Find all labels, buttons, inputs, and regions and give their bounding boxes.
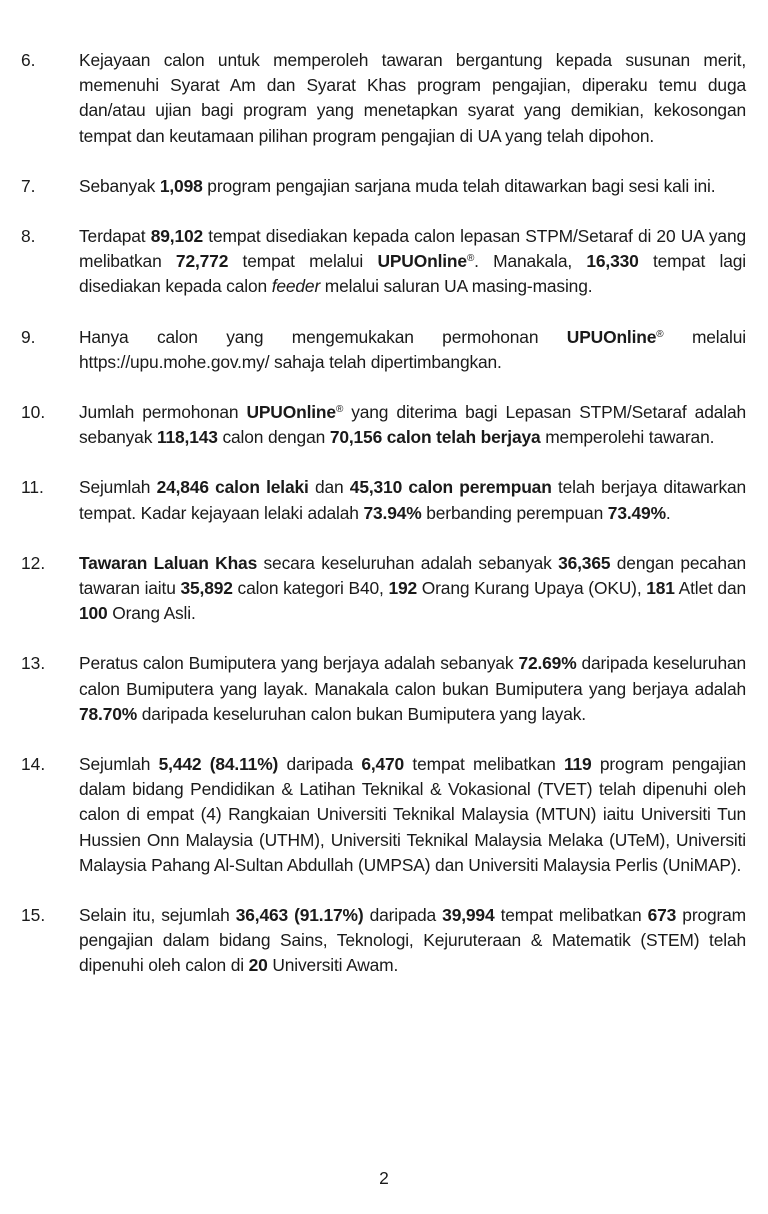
paragraph-number: 6. — [21, 50, 36, 70]
bold-text: UPUOnline — [246, 402, 336, 423]
text-run: Orang Asli. — [107, 603, 196, 624]
numbered-paragraph — [0, 651, 768, 727]
bold-text: 72,772 — [175, 251, 229, 272]
text-run: yang diterima bagi Lepasan STPM/Setaraf adalah sebanyak — [79, 402, 746, 448]
bold-text: 73.49% — [607, 502, 666, 523]
text-run: tempat lagi disediakan kepada calon — [79, 251, 746, 297]
bold-text: 192 — [388, 578, 418, 599]
text-run: Kejayaan calon untuk memperoleh tawaran bergantung kepada susunan merit, memenuhi Syarat Am dan Syarat Khas program pengajian, diperaku temu duga dan/atau ujian bagi program yang menetapkan syarat yang demikian, kekosongan tempat dan keutamaan pilihan program pengajian di UA yang telah dipohon. — [79, 50, 746, 146]
text-run: Jumlah permohonan — [79, 402, 247, 423]
paragraph-number: 12. — [21, 552, 46, 573]
bold-text: UPUOnline — [566, 326, 657, 347]
paragraph-text — [79, 475, 746, 525]
numbered-paragraph — [0, 224, 768, 300]
text-run: telah berjaya ditawarkan tempat. Kadar kejayaan lelaki adalah — [79, 477, 747, 523]
text-run: tempat disediakan kepada calon lepasan STPM/Setaraf di 20 UA yang melibatkan — [79, 226, 746, 272]
paragraph-text — [79, 651, 746, 727]
paragraph-number: 7. — [21, 175, 36, 196]
registered-mark: ® — [656, 328, 664, 340]
text-run: Peratus calon Bumiputera yang berjaya adalah sebanyak — [79, 653, 519, 674]
bold-text: 89,102 — [150, 226, 204, 247]
bold-text: 36,463 (91.17%) — [235, 905, 364, 926]
text-run: Hanya calon yang mengemukakan permohonan — [79, 326, 567, 347]
paragraph-text — [79, 752, 746, 878]
paragraph-number: 11. — [21, 477, 44, 498]
bold-text: UPUOnline — [377, 251, 467, 272]
text-run: secara keseluruhan adalah sebanyak — [257, 552, 559, 573]
text-run: Sejumlah — [79, 754, 159, 775]
text-run: tempat melibatkan — [494, 905, 648, 926]
bold-text: 36,365 — [558, 552, 611, 573]
text-run: program pengajian sarjana muda telah ditawarkan bagi sesi kali ini. — [202, 175, 716, 196]
text-run: calon kategori B40, — [232, 578, 389, 599]
text-run: dengan pecahan tawaran iaitu — [79, 552, 746, 599]
bold-text: 45,310 calon perempuan — [349, 477, 552, 498]
bold-text: 119 — [563, 754, 592, 775]
bold-text: 100 — [79, 603, 108, 624]
bold-text: 73.94% — [363, 502, 422, 523]
numbered-paragraph — [0, 48, 768, 149]
bold-text: 39,994 — [442, 905, 495, 926]
numbered-paragraph — [0, 325, 768, 375]
numbered-paragraph — [0, 400, 768, 450]
text-run: Universiti Awam. — [267, 955, 399, 976]
text-run: Terdapat — [79, 226, 151, 247]
document-page — [0, 48, 768, 1004]
paragraph-number: 8. — [21, 226, 36, 247]
text-run: Orang Kurang Upaya (OKU), — [417, 578, 647, 599]
text-run: . Manakala, — [474, 251, 587, 272]
text-run: daripada keseluruhan calon bukan Bumiputera yang layak. — [137, 703, 586, 724]
bold-text: 70,156 calon telah berjaya — [329, 427, 541, 448]
numbered-paragraph — [0, 475, 768, 525]
text-run: memperolehi tawaran. — [540, 427, 715, 448]
bold-text: 5,442 (84.11%) — [158, 754, 279, 775]
text-run: tempat melibatkan — [404, 754, 564, 775]
text-run: daripada keseluruhan calon Bumiputera yang layak. Manakala calon bukan Bumiputera yang berjaya adalah — [79, 653, 747, 699]
italic-text: feeder — [271, 276, 321, 297]
text-run: Sebanyak — [79, 175, 160, 196]
numbered-paragraph — [0, 551, 768, 627]
bold-text: Tawaran Laluan Khas — [79, 552, 258, 573]
text-run: Selain itu, sejumlah — [79, 905, 236, 926]
paragraph-text — [79, 48, 746, 149]
registered-mark: ® — [466, 253, 475, 265]
bold-text: 6,470 — [361, 754, 405, 775]
paragraph-number: 9. — [21, 326, 36, 347]
text-run: melalui https://upu.mohe.gov.my/ sahaja telah dipertimbangkan. — [79, 326, 746, 372]
bold-text: 181 — [646, 578, 675, 599]
numbered-paragraph-list — [0, 48, 768, 979]
text-run: berbanding perempuan — [421, 502, 608, 523]
paragraph-number: 10. — [21, 402, 46, 423]
paragraph-text — [79, 903, 746, 979]
paragraph-text — [79, 551, 746, 627]
numbered-paragraph — [0, 903, 768, 979]
registered-mark: ® — [335, 404, 344, 416]
paragraph-number: 15. — [21, 905, 46, 926]
text-run: calon dengan — [217, 427, 330, 448]
text-run: Sejumlah — [79, 477, 157, 498]
text-run: melalui saluran UA masing-masing. — [320, 276, 593, 297]
bold-text: 35,892 — [180, 578, 233, 599]
text-run: program pengajian dalam bidang Pendidikan & Latihan Teknikal & Vokasional (TVET) telah dipenuhi oleh calon di empat (4) Rangkaian Universiti Teknikal Malaysia (MTUN) iaitu Universiti Tun Hussien Onn Malaysia (UTHM), Universiti Teknikal Malaysia Melaka (UTeM), Universiti Malaysia Pahang Al-Sultan Abdullah (UMPSA) dan Universiti Malaysia Perlis (UniMAP). — [79, 754, 747, 875]
paragraph-text — [79, 400, 746, 450]
paragraph-number: 13. — [21, 653, 46, 674]
text-run: daripada — [363, 905, 443, 926]
bold-text: 118,143 — [156, 427, 218, 448]
numbered-paragraph — [0, 752, 768, 878]
page-number: 2 — [379, 1168, 389, 1188]
bold-text: 24,846 calon lelaki — [156, 477, 309, 498]
paragraph-number: 14. — [21, 754, 46, 775]
bold-text: 1,098 — [159, 175, 203, 196]
text-run: Atlet dan — [674, 578, 746, 599]
bold-text: 16,330 — [586, 251, 639, 272]
numbered-paragraph — [0, 174, 768, 199]
text-run: daripada — [278, 754, 362, 775]
bold-text: 673 — [647, 905, 677, 926]
paragraph-text — [79, 325, 746, 375]
paragraph-text — [79, 224, 746, 300]
text-run: dan — [308, 477, 350, 498]
text-run: . — [665, 502, 671, 523]
bold-text: 20 — [248, 955, 268, 976]
text-run: tempat melalui — [228, 251, 378, 272]
text-run: program pengajian dalam bidang Sains, Teknologi, Kejuruteraan & Matematik (STEM) telah dipenuhi oleh calon di — [79, 905, 747, 976]
paragraph-text — [79, 174, 746, 199]
bold-text: 72.69% — [518, 653, 577, 674]
bold-text: 78.70% — [79, 703, 138, 724]
